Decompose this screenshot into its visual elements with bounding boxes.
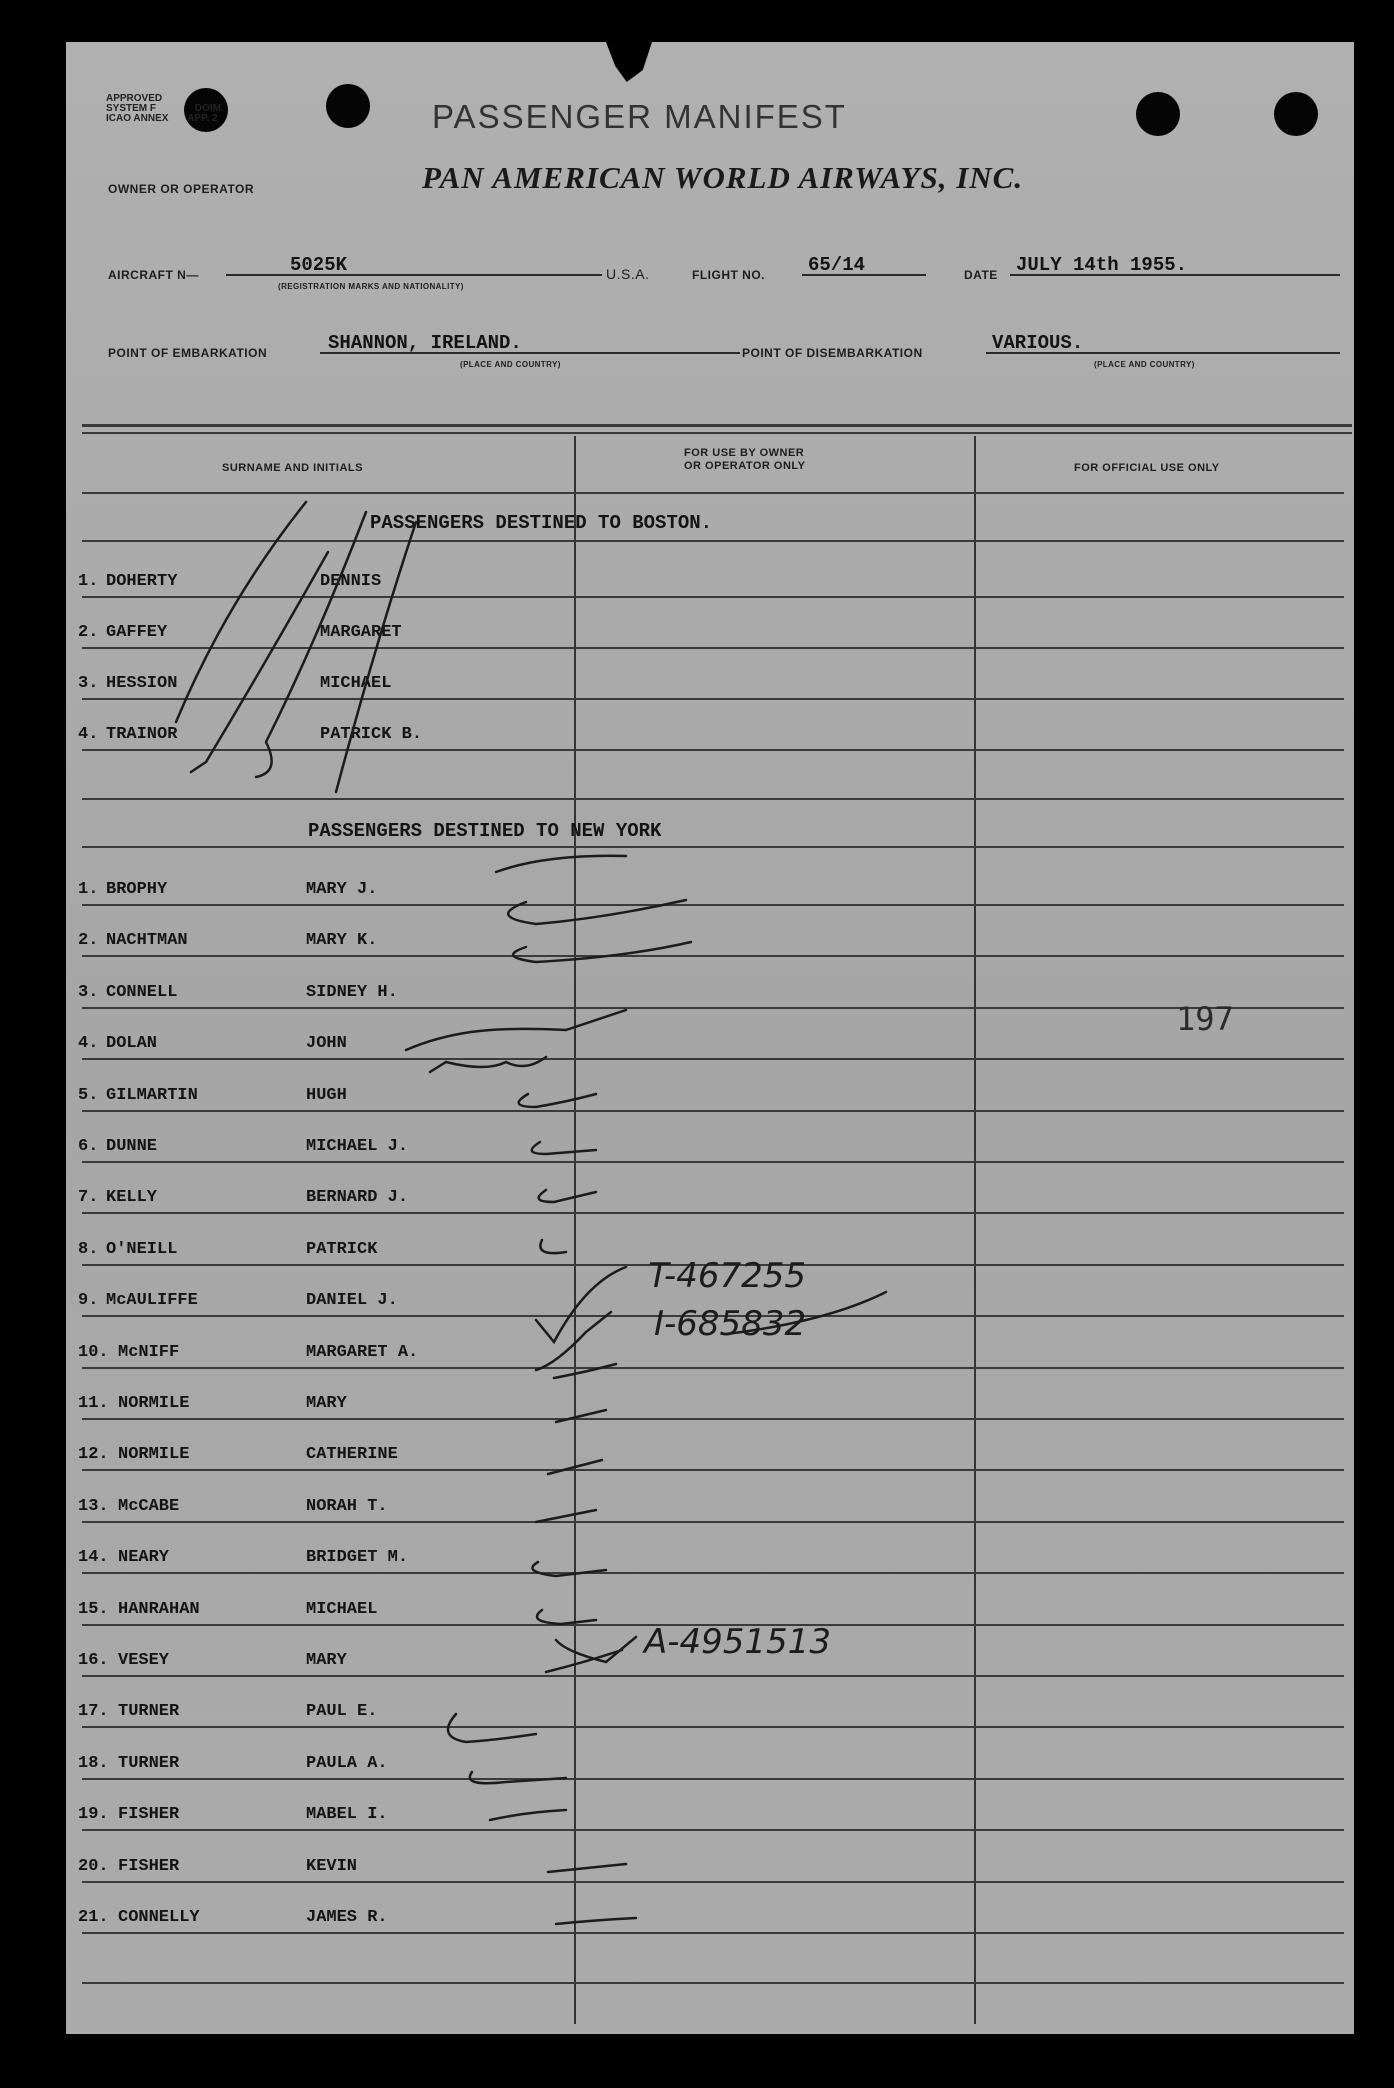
passenger-row (66, 915, 1354, 965)
row-rule (82, 1469, 1344, 1471)
passenger-row (66, 1378, 1354, 1428)
passenger-surname: HANRAHAN (118, 1599, 200, 1619)
row-number: 10. (78, 1342, 109, 1362)
header-rule (82, 432, 1352, 434)
passenger-given-name: BERNARD J. (306, 1188, 409, 1208)
row-rule (82, 540, 1344, 542)
passenger-given-name: DENNIS (320, 572, 382, 591)
flight-label: FLIGHT NO. (692, 268, 765, 282)
row-number: 3. (78, 982, 99, 1002)
passenger-surname: DOLAN (106, 1034, 158, 1054)
disembark-underline (986, 352, 1340, 354)
passenger-given-name: MABEL I. (306, 1805, 388, 1825)
owner-use-header: FOR USE BY OWNER (684, 447, 805, 459)
official-use-header: FOR OFFICIAL USE ONLY (1074, 462, 1220, 474)
row-rule (82, 1418, 1344, 1420)
passenger-given-name: PAULA A. (306, 1753, 388, 1773)
passenger-surname: KELLY (106, 1188, 158, 1208)
passenger-given-name: MARY (306, 1651, 347, 1670)
row-rule (82, 749, 1344, 751)
approval-block (106, 94, 286, 124)
passenger-surname: TURNER (118, 1753, 180, 1773)
operator-name: PAN AMERICAN WORLD AIRWAYS, INC. (422, 160, 1024, 195)
row-number: 7. (78, 1188, 99, 1208)
row-rule (82, 1110, 1344, 1112)
row-number: 17. (78, 1702, 109, 1722)
row-rule (82, 1058, 1344, 1060)
passenger-surname: CONNELLY (118, 1908, 200, 1927)
passenger-surname: McAULIFFE (106, 1291, 198, 1311)
flight-value: 65/14 (808, 254, 866, 276)
passenger-row (66, 1789, 1354, 1839)
row-rule (82, 1007, 1344, 1009)
row-rule (82, 1212, 1344, 1214)
aircraft-underline (226, 274, 602, 276)
passenger-given-name: NORAH T. (306, 1496, 388, 1516)
passenger-row (66, 1532, 1354, 1582)
passenger-surname: VESEY (118, 1651, 170, 1670)
names-column-header: SURNAME AND INITIALS (222, 462, 363, 474)
row-rule (82, 1572, 1344, 1574)
embark-caption: (PLACE AND COUNTRY) (460, 360, 561, 369)
row-number: 12. (78, 1445, 109, 1465)
passenger-given-name: PAUL E. (306, 1702, 378, 1722)
passenger-row (66, 967, 1354, 1017)
passenger-row (66, 607, 1354, 657)
punch-hole-icon (1136, 92, 1180, 136)
passenger-surname: GILMARTIN (106, 1085, 198, 1105)
date-underline (1010, 274, 1340, 276)
passenger-surname: McCABE (118, 1496, 180, 1516)
row-number: 13. (78, 1496, 109, 1516)
row-number: 20. (78, 1856, 109, 1876)
approved-line: APP. 2 (187, 113, 218, 124)
page-title: PASSENGER MANIFEST (432, 98, 847, 135)
approved-line: SYSTEM F (106, 103, 157, 114)
passenger-surname: NORMILE (118, 1394, 190, 1413)
passenger-row (66, 1172, 1354, 1222)
passenger-given-name: HUGH (306, 1085, 347, 1105)
row-rule (82, 1161, 1344, 1163)
embark-label: POINT OF EMBARKATION (108, 346, 268, 360)
row-number: 8. (78, 1239, 99, 1259)
passenger-given-name: SIDNEY H. (306, 982, 398, 1002)
passenger-row (66, 658, 1354, 708)
row-rule (82, 846, 1344, 848)
owner-use-header: OR OPERATOR ONLY (684, 460, 806, 472)
handwritten-note: A-4951513 (644, 1622, 831, 1662)
row-number: 21. (78, 1908, 109, 1927)
passenger-row (66, 1481, 1354, 1531)
row-rule (82, 1932, 1344, 1934)
approved-line: OIM. (202, 103, 224, 114)
row-number: 16. (78, 1651, 109, 1670)
passenger-row (66, 1686, 1354, 1736)
disembark-caption: (PLACE AND COUNTRY) (1094, 360, 1195, 369)
passenger-surname: GAFFEY (106, 623, 168, 642)
row-rule (82, 1778, 1344, 1780)
approved-line: ICAO ANNEX (106, 113, 169, 124)
passenger-row (66, 556, 1354, 606)
passenger-row (66, 1429, 1354, 1479)
aircraft-caption: (REGISTRATION MARKS AND NATIONALITY) (278, 282, 464, 291)
passenger-given-name: MARGARET A. (306, 1342, 419, 1362)
owner-label: OWNER OR OPERATOR (108, 182, 255, 196)
disembark-label: POINT OF DISEMBARKATION (742, 346, 923, 360)
page-stamp: 197 (1176, 1000, 1234, 1038)
passenger-surname: CONNELL (106, 982, 178, 1002)
passenger-row (66, 1018, 1354, 1068)
row-rule (82, 1521, 1344, 1523)
row-rule (82, 1726, 1344, 1728)
row-rule (82, 1829, 1344, 1831)
row-number: 14. (78, 1548, 109, 1568)
passenger-surname: BROPHY (106, 880, 168, 899)
passenger-row (66, 1738, 1354, 1788)
date-value: JULY 14th 1955. (1016, 254, 1188, 276)
usa-label: U.S.A. (606, 266, 650, 282)
passenger-row (66, 709, 1354, 759)
newyork-heading: PASSENGERS DESTINED TO NEW YORK (308, 820, 662, 842)
row-number: 2. (78, 931, 99, 951)
date-label: DATE (964, 268, 998, 282)
row-number: 19. (78, 1805, 109, 1825)
approved-line: D (194, 103, 203, 114)
aircraft-label: AIRCRAFT N— (108, 268, 199, 282)
passenger-surname: NORMILE (118, 1445, 190, 1465)
passenger-given-name: MARY J. (306, 880, 378, 899)
passenger-given-name: MARY K. (306, 931, 378, 951)
boston-heading: PASSENGERS DESTINED TO BOSTON. (370, 512, 713, 534)
passenger-given-name: KEVIN (306, 1856, 358, 1876)
passenger-surname: NACHTMAN (106, 931, 188, 951)
passenger-row (66, 1121, 1354, 1171)
row-rule (82, 647, 1344, 649)
row-rule (82, 1982, 1344, 1984)
column-header-rule (82, 492, 1344, 494)
handwritten-note: I-685832 (654, 1304, 807, 1344)
passenger-surname: DUNNE (106, 1137, 158, 1156)
passenger-surname: DOHERTY (106, 572, 178, 591)
passenger-given-name: BRIDGET M. (306, 1548, 409, 1568)
row-number: 1. (78, 572, 99, 591)
passenger-given-name: JAMES R. (306, 1908, 388, 1927)
passenger-surname: O'NEILL (106, 1239, 178, 1259)
passenger-given-name: MARGARET (320, 623, 402, 642)
passenger-given-name: JOHN (306, 1034, 347, 1054)
passenger-given-name: MARY (306, 1394, 347, 1413)
row-rule (82, 1881, 1344, 1883)
row-number: 15. (78, 1599, 109, 1619)
passenger-given-name: PATRICK B. (320, 725, 423, 744)
passenger-row (66, 864, 1354, 914)
passenger-given-name: MICHAEL (320, 674, 392, 693)
passenger-row (66, 1892, 1354, 1942)
passenger-row (66, 1841, 1354, 1891)
row-number: 2. (78, 623, 99, 642)
passenger-surname: TURNER (118, 1702, 180, 1722)
passenger-surname: TRAINOR (106, 725, 178, 744)
row-number: 5. (78, 1085, 99, 1105)
header-rule (82, 424, 1352, 427)
flight-underline (802, 274, 926, 276)
row-number: 1. (78, 880, 99, 899)
handwritten-note: T-467255 (648, 1256, 806, 1296)
passenger-given-name: PATRICK (306, 1239, 378, 1259)
row-rule (82, 955, 1344, 957)
embark-value: SHANNON, IRELAND. (328, 332, 522, 354)
passenger-surname: HESSION (106, 674, 178, 693)
row-rule (82, 798, 1344, 800)
aircraft-value: 5025K (290, 254, 348, 276)
punch-hole-icon (326, 84, 370, 128)
row-number: 6. (78, 1137, 99, 1156)
row-number: 3. (78, 674, 99, 693)
passenger-given-name: MICHAEL J. (306, 1137, 409, 1156)
manifest-sheet (66, 42, 1354, 2034)
passenger-row (66, 1070, 1354, 1120)
row-rule (82, 1675, 1344, 1677)
passenger-given-name: MICHAEL (306, 1599, 378, 1619)
torn-notch (606, 42, 652, 82)
passenger-given-name: DANIEL J. (306, 1291, 398, 1311)
embark-underline (320, 352, 740, 354)
passenger-surname: NEARY (118, 1548, 170, 1568)
row-rule (82, 698, 1344, 700)
passenger-given-name: CATHERINE (306, 1445, 398, 1465)
row-number: 11. (78, 1394, 109, 1413)
passenger-surname: FISHER (118, 1805, 180, 1825)
passenger-surname: FISHER (118, 1856, 180, 1876)
row-number: 4. (78, 1034, 99, 1054)
row-rule (82, 1367, 1344, 1369)
disembark-value: VARIOUS. (992, 332, 1084, 354)
row-number: 4. (78, 725, 99, 744)
passenger-surname: McNIFF (118, 1342, 180, 1362)
row-number: 9. (78, 1291, 99, 1311)
punch-hole-icon (1274, 92, 1318, 136)
row-number: 18. (78, 1753, 109, 1773)
approved-line: APPROVED (106, 93, 163, 104)
row-rule (82, 596, 1344, 598)
row-rule (82, 904, 1344, 906)
